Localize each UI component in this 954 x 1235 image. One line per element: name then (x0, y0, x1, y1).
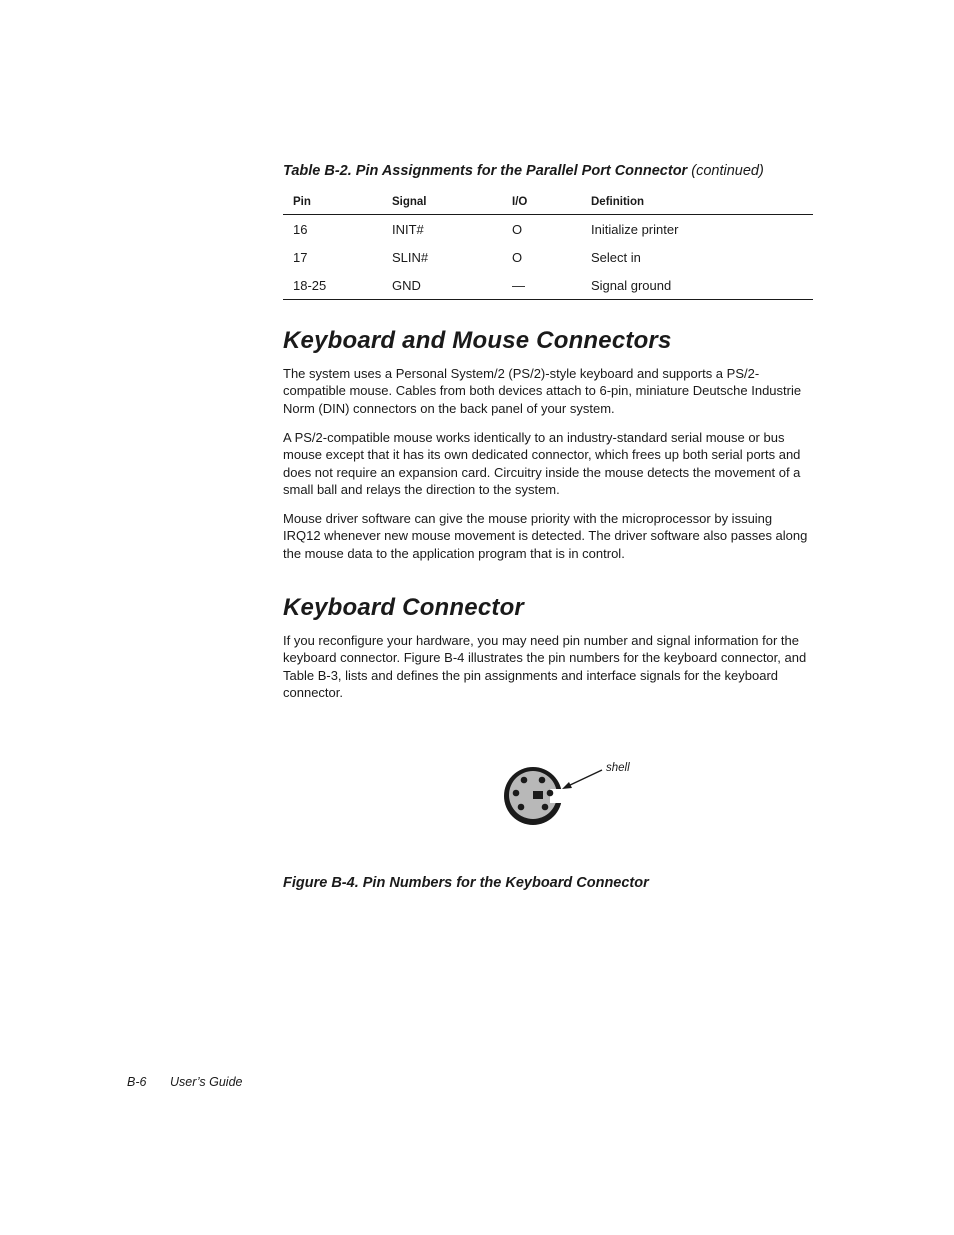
cell-signal: SLIN# (392, 249, 429, 265)
paragraph-ps2-mouse: A PS/2-compatible mouse works identically to an industry-standard serial mouse or bus mouse except that it has its own dedicated connector, which frees up both serial ports and does not require an expansion card. Circuitry inside the mouse detects the movement of a small ball and relays the direction to the system. (283, 430, 801, 497)
figure-caption: Figure B-4. Pin Numbers for the Keyboard Connector (283, 875, 649, 891)
cell-pin: 16 (293, 221, 308, 237)
cell-pin: 17 (293, 249, 308, 265)
paragraph-keyboard-connector: If you reconfigure your hardware, you may need pin number and signal information for the keyboard connector. Figure B-4 illustrates the pin numbers for the keyboard connector, and Table B-3, lists and defines the pin assignments and interface signals for the keyboard connector. (283, 633, 807, 700)
cell-signal: GND (382, 271, 502, 300)
connector-center-key (533, 791, 543, 799)
shell-callout-arrowhead (562, 782, 572, 789)
connector-pin (539, 777, 546, 784)
section-heading-keyboard-connector: Keyboard Connector (283, 594, 524, 621)
cell-io: O (512, 249, 523, 265)
shell-callout-line (568, 770, 602, 786)
shell-callout-label: shell (606, 762, 630, 774)
connector-pin (513, 790, 520, 797)
paragraph-ps2-overview: The system uses a Personal System/2 (PS/2)-style keyboard and supports a PS/2-compatible mouse. Cables from both devices attach to 6-pin, miniature Deutsche Industrie Norm (DIN) connectors on the back panel of your system. (283, 366, 802, 416)
cell-io: — (502, 271, 581, 300)
column-header-io: I/O (502, 192, 581, 215)
table-caption-continued: (continued) (691, 163, 764, 179)
column-header-pin: Pin (283, 192, 382, 215)
table-row (283, 243, 813, 271)
cell-definition: Signal ground (581, 271, 813, 300)
table-caption-title: Table B-2. Pin Assignments for the Parallel Port Connector (283, 163, 688, 179)
cell-signal: INIT# (392, 221, 424, 237)
table-row (283, 271, 813, 300)
column-header-signal: Signal (382, 192, 502, 215)
footer-document-title: User’s Guide (170, 1075, 243, 1089)
pin-assignment-table (283, 192, 813, 300)
table-caption (283, 163, 823, 179)
column-header-definition: Definition (581, 192, 813, 215)
table-header-row (283, 192, 813, 215)
cell-definition: Initialize printer (591, 221, 679, 237)
cell-io: O (512, 221, 523, 237)
connector-pin (542, 804, 549, 811)
table-row (283, 215, 813, 244)
cell-definition: Select in (591, 249, 641, 265)
connector-pin (518, 804, 525, 811)
footer-page-number: B-6 (127, 1075, 147, 1089)
paragraph-mouse-driver: Mouse driver software can give the mouse priority with the microprocessor by issuing IRQ12 whenever new mouse movement is detected. The driver software also passes along the mouse data to the application program that is in control. (283, 511, 808, 561)
connector-pin (547, 790, 554, 797)
cell-pin: 18-25 (283, 271, 382, 300)
section-heading-keyboard-mouse: Keyboard and Mouse Connectors (283, 327, 672, 354)
connector-pin (521, 777, 528, 784)
